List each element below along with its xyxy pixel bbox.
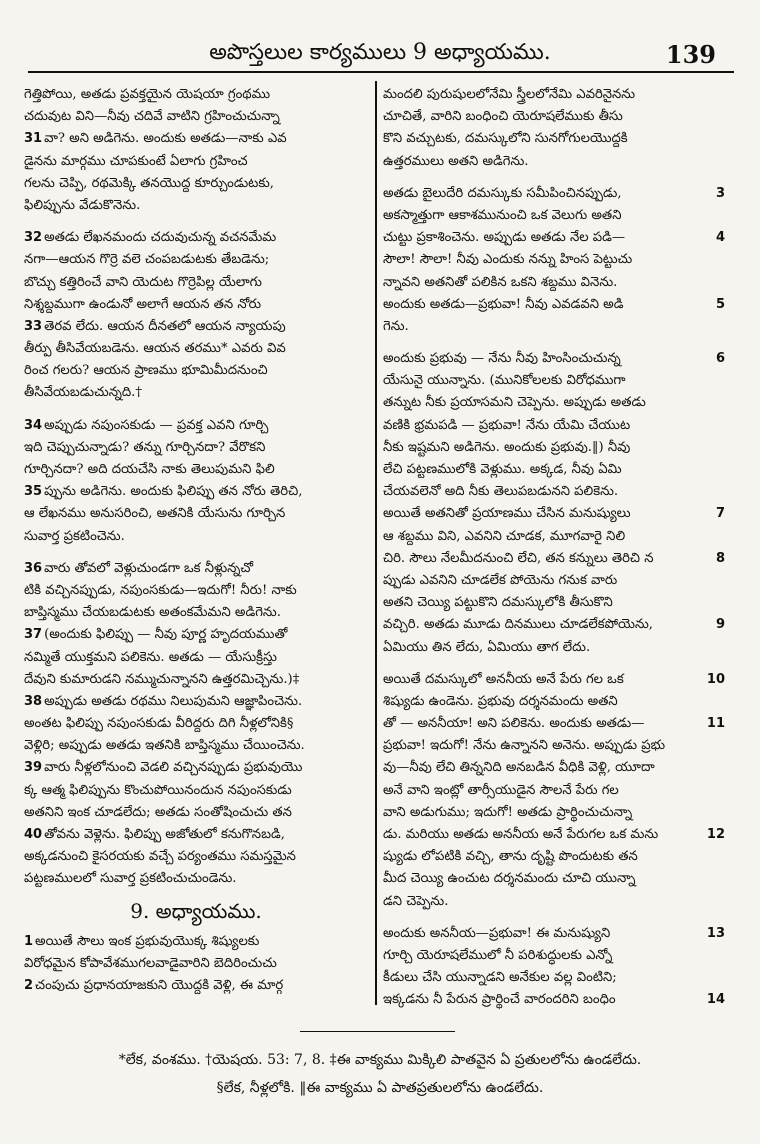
footnote-line: §లేక, నీళ్లలోకి. ‖ఈ వాక్యము ఏ పాతప్రతులలోను ఉండలేదు.	[216, 1080, 544, 1096]
text-line	[24, 580, 368, 602]
text-line	[383, 614, 725, 636]
text-line	[24, 647, 368, 669]
verse-text: చుట్టు ప్రకాశించెను. అప్పుడు అతడు నేల పడి—	[383, 230, 626, 246]
verse-number: 14	[706, 992, 725, 1008]
header-rule	[28, 71, 734, 73]
text-line	[24, 106, 368, 128]
verse-text: యేసునై యున్నాను. (మునికోలలకు విరోధముగా	[383, 373, 626, 389]
verse-text: విరోధమైన కోపావేశముగలవాడైవారిని బెదిరించుచు	[24, 955, 277, 971]
verse-text: వా? అని అడిగెను. అందుకు అతడు—నాకు ఎవ	[44, 131, 287, 147]
text-line	[24, 691, 368, 713]
verse-text: బొచ్చు కత్తిరించే వాని యెదుట గొర్రెపిల్ల యేలాగు	[24, 274, 262, 290]
text-line	[24, 846, 368, 868]
text-line	[383, 967, 725, 989]
verse-text: అక్కడనుంచి కైసరయకు వచ్చే పర్యంతము సమస్తమైన	[24, 849, 296, 865]
text-line	[24, 481, 368, 503]
verse-text: నీకు ఇష్టమని అడిగెను. అందుకు ప్రభువు.‖) నీవు	[383, 439, 631, 455]
verse-number: 10	[706, 671, 725, 687]
text-line	[24, 128, 368, 150]
verse-text: తీర్పు తీసివేయబడెను. ఆయన తరము* ఎవరు వివ	[24, 341, 286, 357]
text-line	[24, 227, 368, 249]
text-line	[24, 824, 368, 846]
verse-text: అతడు బైలుదేరి దమస్కుకు సమీపించినప్పుడు,	[383, 185, 622, 201]
right-column-text	[383, 84, 725, 1012]
text-line	[24, 757, 368, 779]
text-line	[24, 975, 368, 997]
text-line	[383, 570, 725, 592]
text-line	[24, 526, 368, 548]
verse-text: గలను చెప్పి, రథమెక్కి తనయొద్ద కూర్చుండుటకు,	[24, 175, 274, 191]
verse-text: గూర్చినదా? అది దయచేసి నాకు తెలుపుమని ఫిలి	[24, 462, 275, 477]
text-line	[24, 624, 368, 646]
text-line	[24, 173, 368, 195]
verse-text: నమ్మితే యుక్తమని పలికెను. అతడు — యేసుక్రీస్తు	[24, 649, 277, 665]
verse-number: 4	[715, 230, 725, 246]
verse-text: అందుకు ప్రభువు — నేను నీవు హింసించుచున్న	[383, 351, 621, 367]
verse-text: ష్యుడు లోపటికి వచ్చి, తాను దృష్టి పొందుటకు తన	[383, 849, 638, 865]
verse-text: అప్పుడు నపుంసకుడు — ప్రవక్త ఎవని గూర్చి	[44, 417, 269, 433]
text-line	[24, 415, 368, 437]
verse-text: ఉత్తరములు అతని అడిగెను.	[383, 153, 529, 169]
text-line	[383, 846, 725, 868]
paragraph-gap	[383, 913, 725, 923]
verse-text: సౌలా! సౌలా! నీవు ఎందుకు నన్ను హింస పెట్టుచు	[383, 252, 633, 268]
verse-number: 34	[24, 417, 43, 433]
text-line	[383, 735, 725, 757]
verse-text: నగా—ఆయన గొర్రె వలె చంపబడుటకు తేబడెను;	[24, 252, 270, 268]
text-line	[383, 128, 725, 150]
verse-text: దేవుని కుమారుడని నమ్ముచున్నానని ఉత్తరమిచ్చెను.)‡	[24, 671, 300, 687]
text-line	[24, 316, 368, 338]
text-line	[383, 183, 725, 205]
verse-number: 39	[24, 760, 43, 776]
verse-text: వు—నీవు లేచి తిన్ననిది అనబడిన వీధికి వెళ్లి, యూదా	[383, 760, 655, 776]
verse-text: ఆ లేఖనము అనుసరించి, అతనికి యేసును గూర్చిన	[24, 506, 286, 522]
verse-text: అందుకు అతడు—ప్రభువా! నీవు ఎవడవని అడి	[383, 296, 624, 312]
verse-number: 7	[715, 506, 725, 522]
text-line	[24, 195, 368, 217]
paragraph-gap	[24, 217, 368, 227]
verse-number: 5	[715, 296, 725, 312]
verse-text: వణికి భ్రమపడి — ప్రభువా! నేను యేమి చేయుట	[383, 417, 631, 433]
verse-number: 33	[24, 318, 43, 334]
text-line	[24, 780, 368, 802]
verse-text: క్క ఆత్మ ఫిలిప్పును కొంచుపోయినందున నపుంసకుడు	[24, 782, 292, 798]
verse-text: అకస్మాత్తుగా ఆకాశమునుంచి ఒక వెలుగు అతని	[383, 207, 622, 223]
running-header: అపొస్తలుల కార్యములు 9 అధ్యాయము.	[209, 40, 551, 65]
verse-text: అయితే దమస్కులో అననీయ అనే పేరు గల ఒక	[383, 671, 624, 687]
text-line	[383, 459, 725, 481]
verse-text: చేయవలెనో అది నీకు తెలుపబడునని పలికెను.	[383, 484, 619, 500]
verse-text: డైనను మార్గము చూపకుంటే ఏలాగు గ్రహించ	[24, 153, 248, 169]
verse-text: రించ గలరు? ఆయన ప్రాణము భూమిమీదనుంచి	[24, 363, 268, 379]
verse-text: అయితే సౌలు ఇంక ప్రభువుయొక్క శిష్యులకు	[35, 933, 260, 949]
verse-text: డు. మరియు అతడు అననీయ అనే పేరుగల ఒక మను	[383, 827, 659, 842]
text-line	[24, 931, 368, 953]
text-line	[383, 669, 725, 691]
text-line	[383, 370, 725, 392]
text-line	[383, 415, 725, 437]
verse-number: 13	[706, 925, 725, 941]
text-line	[383, 348, 725, 370]
text-line	[383, 713, 725, 735]
text-line	[24, 953, 368, 975]
verse-text: వెళ్లిరి; అప్పుడు అతడు ఇతనికి బాప్తిస్మము చేయించెను.	[24, 738, 305, 754]
verse-text: తన్నుట నీకు ప్రయాసమని చెప్పెను. అప్పుడు అతడు	[383, 395, 646, 411]
verse-text: శిష్యుడు ఉండెను. ప్రభువు దర్శనమందు అతని	[383, 693, 618, 709]
chapter-heading: 9. అధ్యాయము.	[130, 898, 262, 923]
text-line	[383, 548, 725, 570]
text-line	[383, 106, 725, 128]
verse-text: అయితే అతనితో ప్రయాణము చేసిన మనుష్యులు	[383, 506, 631, 522]
text-line	[383, 481, 725, 503]
text-line	[383, 637, 725, 659]
text-line	[383, 868, 725, 890]
text-line	[383, 891, 725, 913]
verse-number: 6	[715, 351, 725, 367]
text-line	[383, 249, 725, 271]
text-line	[383, 392, 725, 414]
text-line	[24, 802, 368, 824]
chapter-text	[24, 931, 368, 998]
text-line	[24, 868, 368, 890]
text-line	[383, 824, 725, 846]
verse-text: అతనిని ఇంక చూడలేదు; అతడు సంతోషించుచు తన	[24, 804, 292, 820]
verse-number: 32	[24, 230, 43, 246]
verse-text: అతని చెయ్యి పట్టుకొని దమస్కులోకి తీసుకొని	[383, 595, 613, 611]
text-line	[24, 272, 368, 294]
verse-text: కీడులు చేసి యున్నాడని అనేకుల వల్ల వింటిని;	[383, 970, 617, 986]
text-line	[24, 382, 368, 404]
right-column	[383, 84, 725, 1012]
paragraph-gap	[24, 405, 368, 415]
verse-text: తెరవ లేదు. ఆయన దీనతలో ఆయన న్యాయపు	[44, 318, 286, 334]
verse-number: 11	[706, 716, 725, 732]
footnotes	[0, 1046, 760, 1102]
verse-number: 40	[24, 827, 43, 842]
verse-text: ప్పును అడిగెను. అందుకు ఫిలిప్పు తన నోరు తెరిచి,	[44, 484, 303, 500]
verse-text: ఇక్కడను నీ పేరున ప్రార్థించే వారందరిని బంధిం	[383, 992, 616, 1008]
verse-text: గెత్తిపోయి, అతడు ప్రవక్తయైన యెషయా గ్రంథము	[24, 87, 271, 102]
verse-text: ప్పుడు ఎవనిని చూడలేక పోయెను గనుక వారు	[383, 572, 618, 588]
verse-text: తో — అననీయా! అని పలికెను. అందుకు అతడు—	[383, 716, 645, 732]
verse-number: 9	[715, 617, 725, 633]
verse-text: అంతట ఫిలిప్పు నపుంసకుడు వీరిద్దరు దిగి నీళ్లలోనికి§	[24, 716, 294, 732]
verse-text: ఏమియు తిన లేదు, ఏమియు తాగ లేదు.	[383, 639, 591, 655]
text-line	[383, 437, 725, 459]
text-line	[24, 558, 368, 580]
column-divider	[375, 81, 377, 1005]
verse-text: అప్పుడు అతడు రథము నిలుపుమని ఆజ్ఞాపించెను.	[44, 693, 303, 709]
text-line	[24, 602, 368, 624]
text-line	[24, 294, 368, 316]
text-line	[24, 437, 368, 459]
verse-text: అందుకు అననీయ—ప్రభువా! ఈ మనుష్యుని	[383, 925, 611, 941]
verse-text: డని చెప్పెను.	[383, 893, 449, 909]
paragraph-gap	[383, 659, 725, 669]
verse-text: చూచితే, వారిని బంధించి యెరూషలేముకు తీసు	[383, 109, 623, 125]
verse-text: చిరి. సౌలు నేలమీదనుంచి లేచి, తన కన్నులు తెరిచి న	[383, 550, 654, 566]
paragraph-gap	[24, 548, 368, 558]
text-line	[383, 316, 725, 338]
verse-text: గెను.	[383, 318, 409, 334]
text-line	[24, 151, 368, 173]
verse-number: 38	[24, 693, 43, 709]
verse-number: 3	[715, 185, 725, 201]
verse-text: ఆ శబ్దము విని, ఎవనిని చూడక, మూగవారై నిలి	[383, 528, 626, 544]
text-line	[24, 713, 368, 735]
text-line	[383, 151, 725, 173]
text-line	[383, 780, 725, 802]
text-line	[383, 592, 725, 614]
verse-text: వాని అడుగుము; ఇదుగో! అతడు ప్రార్థించుచున్నా	[383, 804, 633, 820]
verse-text: చదువుట విని—నీవు చదివే వాటిని గ్రహించుచున్నా	[24, 109, 280, 125]
verse-number: 35	[24, 484, 43, 500]
verse-text: ఫిలిప్పును వేడుకొనెను.	[24, 197, 141, 213]
text-line	[383, 923, 725, 945]
text-line	[24, 503, 368, 525]
verse-text: లేచి పట్టణములోకి వెళ్లుము. అక్కడ, నీవు ఏమి	[383, 462, 622, 477]
text-line	[24, 669, 368, 691]
verse-text: అతడు లేఖనమందు చదువుచున్న వచనమేమ	[44, 230, 277, 246]
verse-text: టికి వచ్చినప్పుడు, నపుంసకుడు—ఇదుగో! నీరు! నాకు	[24, 582, 297, 598]
verse-text: ఇది చెప్పుచున్నాడు? తన్ను గూర్చినదా? వేరొకని	[24, 439, 266, 455]
verse-number: 36	[24, 560, 43, 576]
verse-text: బాప్తిస్మము చేయబడుటకు అతంకమేమని అడిగెను.	[24, 605, 281, 621]
left-column	[24, 84, 368, 997]
verse-text: మీద చెయ్యి ఉంచుట దర్శనమందు చూచి యున్నా	[383, 871, 636, 887]
text-line	[383, 84, 725, 106]
verse-number: 12	[706, 827, 725, 842]
verse-text: మందలి పురుషులలోనేమి స్త్రీలలోనేమి ఎవరినైనను	[383, 87, 636, 102]
text-line	[24, 249, 368, 271]
verse-text: నిశ్శబ్దముగా ఉండునో అలాగే ఆయన తన నోరు	[24, 296, 262, 312]
text-line	[383, 294, 725, 316]
verse-text: ప్రభువా! ఇదుగో! నేను ఉన్నానని అనెను. అప్పుడు ప్రభు	[383, 738, 666, 754]
text-line	[383, 989, 725, 1011]
text-line	[383, 526, 725, 548]
verse-number: 8	[715, 550, 725, 566]
verse-number: 1	[24, 933, 34, 949]
text-line	[383, 945, 725, 967]
text-line	[24, 459, 368, 481]
verse-text: చంపుచు ప్రధానయాజకుని యొద్దకి వెళ్లి, ఈ మార్గ	[35, 977, 284, 993]
paragraph-gap	[383, 173, 725, 183]
verse-text: వారు తోవలో వెళ్లుచుండగా ఒక నీళ్లున్నచో	[44, 560, 253, 576]
verse-text: వారు నీళ్లలోనుంచి వెడలి వచ్చినప్పుడు ప్రభువుయొ	[44, 760, 303, 776]
paragraph-gap	[383, 338, 725, 348]
text-line	[24, 360, 368, 382]
verse-text: తీసివేయబడుచున్నది.†	[24, 385, 142, 401]
footnote-line: *లేక, వంశము. †యెషయ. 53: 7, 8. ‡ఈ వాక్యము మిక్కిలి పాతవైన ఏ ప్రతులలోను ఉండలేదు.	[118, 1052, 642, 1068]
text-line	[24, 735, 368, 757]
text-line	[383, 691, 725, 713]
text-line	[383, 802, 725, 824]
verse-text: పట్టణములలో సువార్త ప్రకటించుచుండెను.	[24, 871, 237, 887]
verse-text: వచ్చిరి. అతడు మూడు దినములు చూడలేకపోయెను,	[383, 617, 653, 633]
verse-number: 2	[24, 977, 34, 993]
verse-text: గూర్చి యెరూషలేములో నీ పరిశుద్ధులకు ఎన్నో	[383, 947, 613, 963]
text-line	[383, 227, 725, 249]
text-line	[24, 84, 368, 106]
text-line	[383, 272, 725, 294]
text-line	[383, 757, 725, 779]
text-line	[383, 205, 725, 227]
left-column-text	[24, 84, 368, 891]
verse-text: న్నావని అతనితో పలికిన ఒకని శబ్దము వినెను.	[383, 274, 618, 290]
page-number: 139	[665, 40, 716, 69]
footnote-rule	[300, 1031, 455, 1032]
verse-text: (అందుకు ఫిలిప్పు — నీవు పూర్ణ హృదయముతో	[44, 627, 288, 643]
verse-text: తోవను వెళ్లెను. ఫిలిప్పు అజోతులో కనుగొనబడి,	[44, 827, 285, 842]
text-line	[383, 503, 725, 525]
verse-text: సువార్త ప్రకటించెను.	[24, 528, 125, 544]
text-line	[24, 338, 368, 360]
verse-text: కొని వచ్చుటకు, దమస్కులోని సునగోగులయొద్దకి	[383, 131, 628, 147]
verse-number: 37	[24, 627, 43, 643]
verse-number: 31	[24, 131, 43, 147]
verse-text: అనే వాని ఇంట్లో తార్సీయుడైన సౌలనే పేరు గల	[383, 782, 619, 798]
